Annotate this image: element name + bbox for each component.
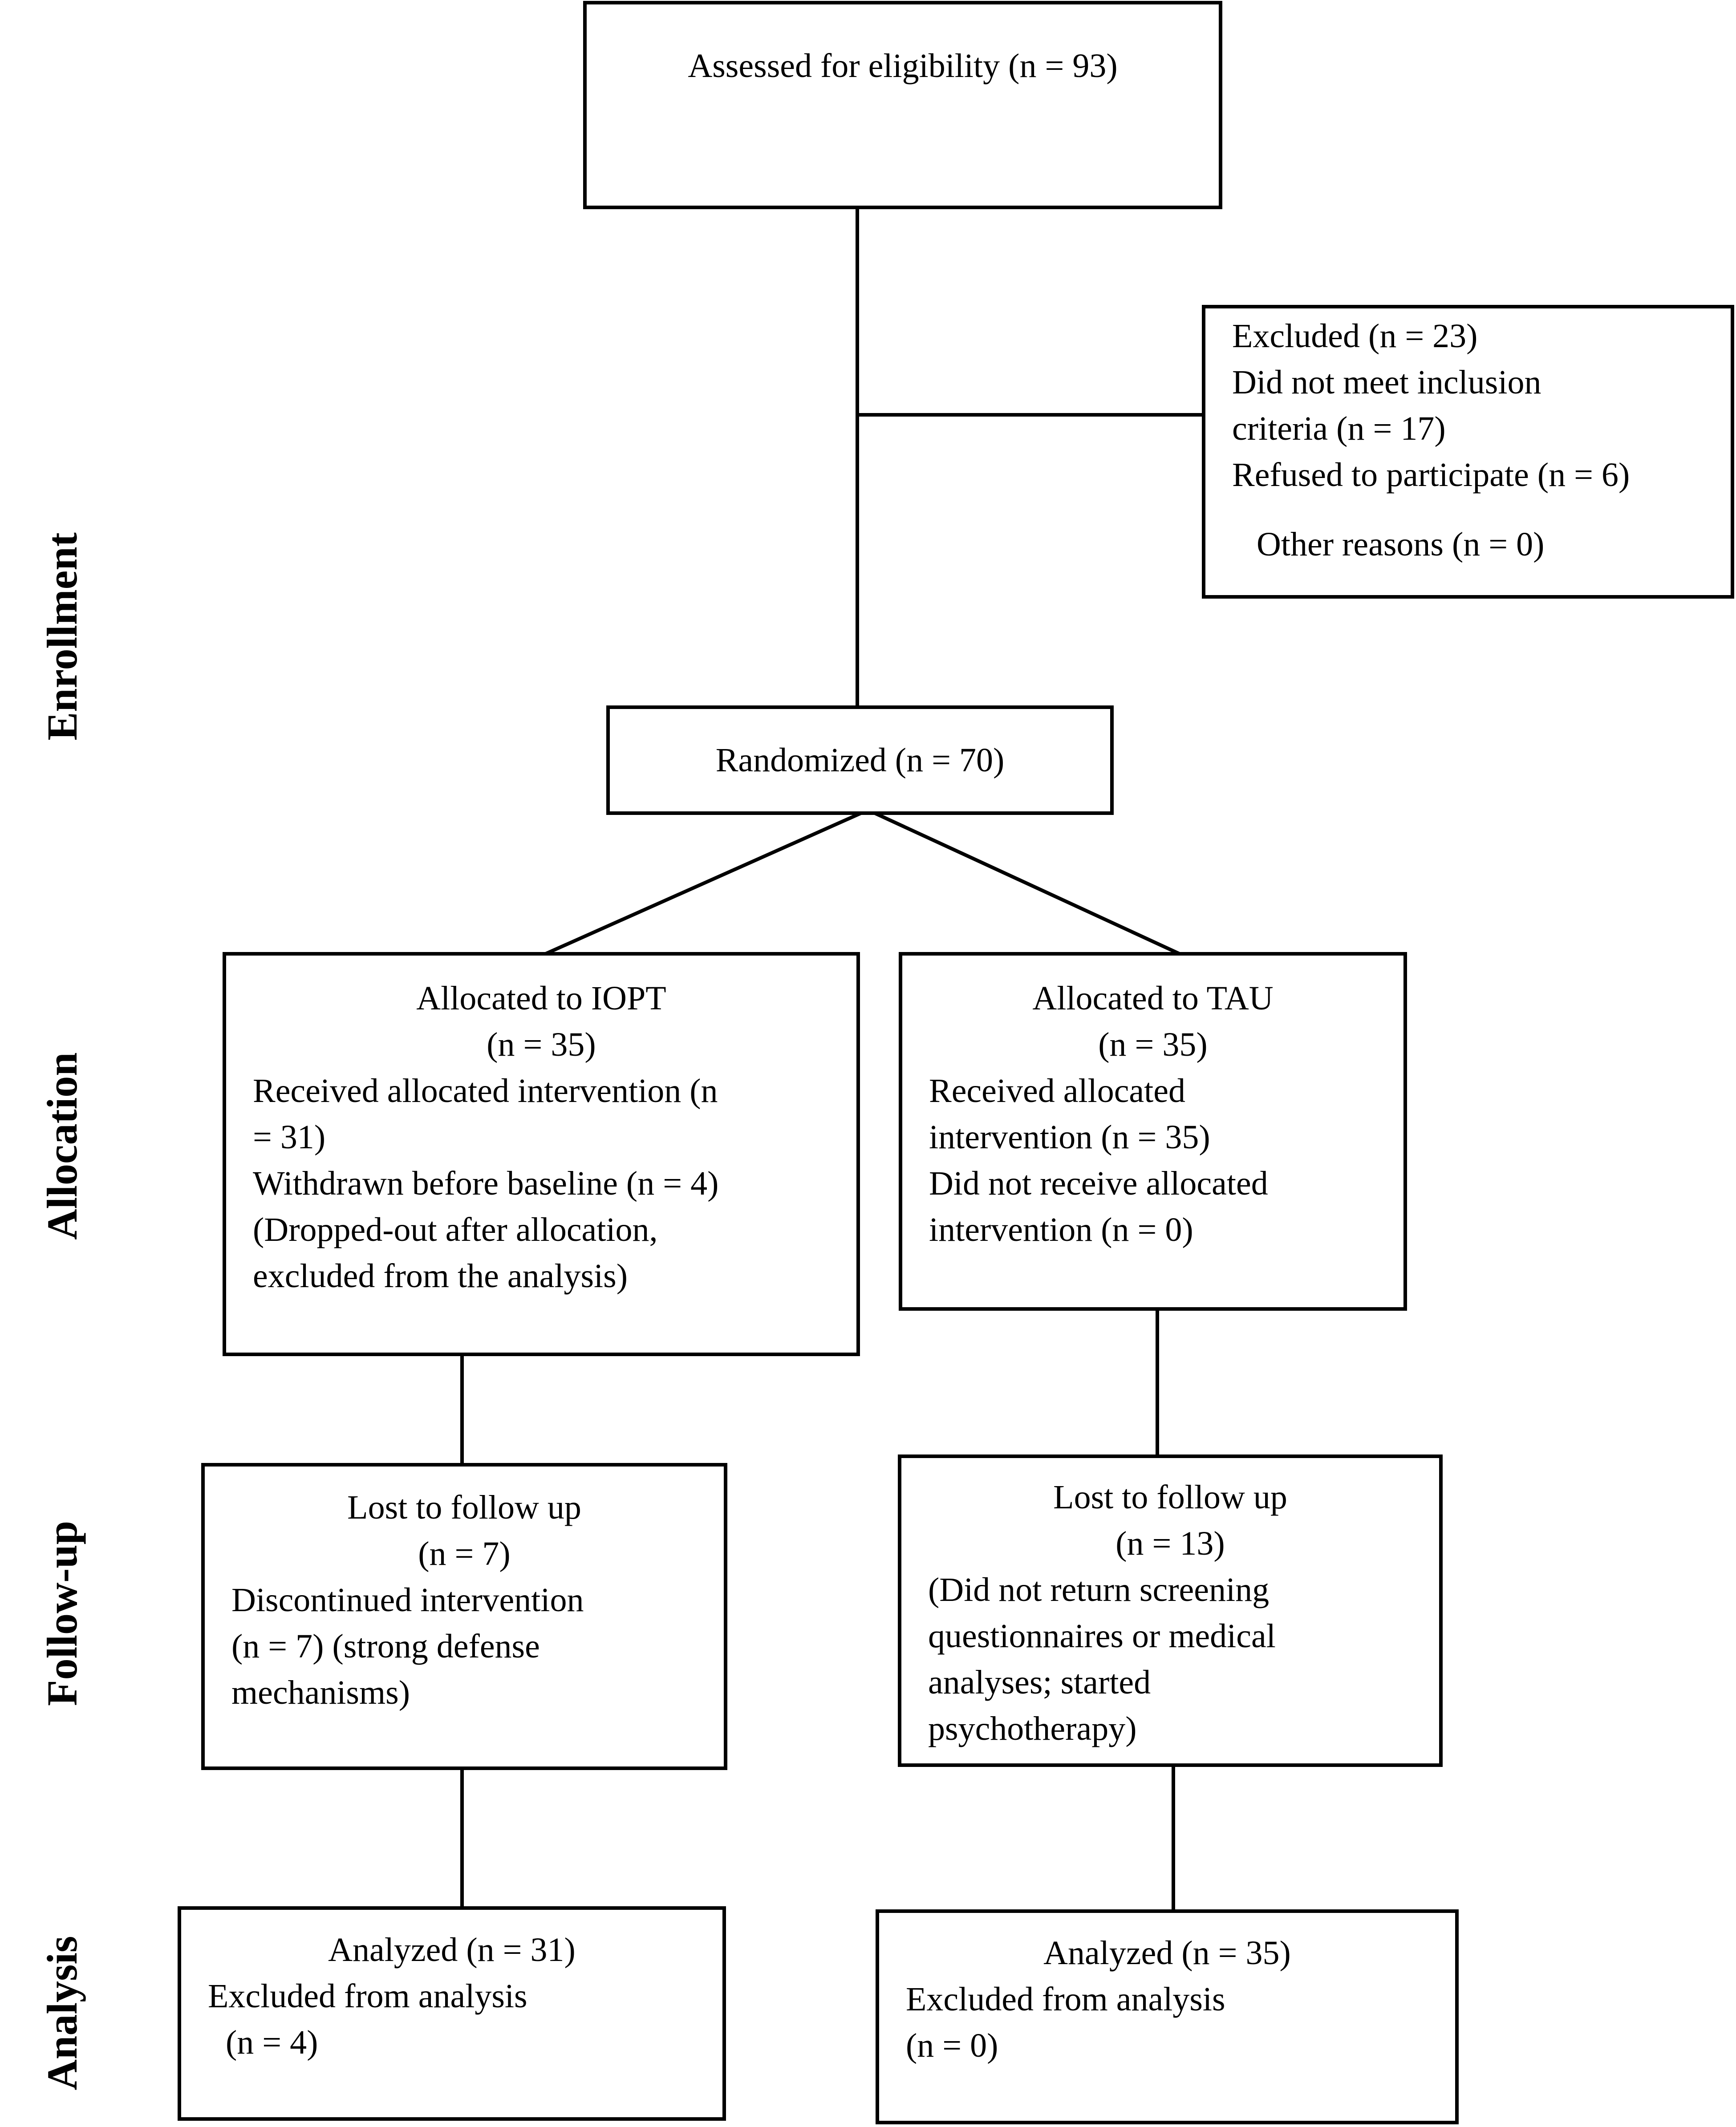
text-line: Excluded from analysis — [906, 1981, 1225, 2018]
text-line: Refused to participate (n = 6) — [1232, 456, 1630, 494]
text-line: (n = 0) — [906, 2027, 998, 2064]
box-analyzed-iopt — [178, 1906, 726, 2121]
text-line: Discontinued intervention — [231, 1581, 584, 1619]
box-lost-followup-tau — [898, 1454, 1443, 1767]
text-line: excluded from the analysis) — [253, 1257, 628, 1295]
text-line: intervention (n = 35) — [929, 1118, 1210, 1156]
stage-label-enrollment: Enrollment — [38, 532, 86, 741]
box-allocated-iopt — [223, 952, 860, 1356]
text-line: mechanisms) — [231, 1674, 410, 1711]
text-line: Lost to follow up — [1053, 1479, 1287, 1516]
text-line: (Did not return screening — [928, 1571, 1270, 1608]
text-line: (n = 35) — [1098, 1026, 1208, 1063]
text-line: Received allocated — [929, 1072, 1186, 1110]
text-line: Analyzed (n = 35) — [1043, 1934, 1291, 1972]
box-lost-followup-iopt — [201, 1463, 727, 1770]
connector-randomized-to-iopt — [539, 810, 868, 957]
text-line: intervention (n = 0) — [929, 1211, 1193, 1248]
text-line: (n = 35) — [487, 1026, 596, 1063]
stage-label-follow-up: Follow-up — [38, 1520, 86, 1706]
text-line: Allocated to TAU — [1032, 980, 1274, 1017]
text-line: Randomized (n = 70) — [715, 741, 1005, 779]
text-line: Withdrawn before baseline (n = 4) — [253, 1165, 719, 1202]
text-line: Assessed for eligibility (n = 93) — [688, 47, 1118, 85]
text-line: (n = 7) (strong defense — [231, 1628, 540, 1665]
text-line: (n = 7) — [418, 1535, 511, 1572]
text-line: Other reasons (n = 0) — [1257, 526, 1545, 563]
text-line: criteria (n = 17) — [1232, 410, 1446, 447]
text-line: (n = 13) — [1115, 1525, 1225, 1562]
text-line: Lost to follow up — [347, 1489, 581, 1526]
text-line: Excluded (n = 23) — [1232, 317, 1478, 355]
text-line: questionnaires or medical — [928, 1617, 1276, 1655]
text-line: psychotherapy) — [928, 1710, 1137, 1747]
text-line: analyses; started — [928, 1664, 1151, 1701]
text-line: Analyzed (n = 31) — [328, 1931, 576, 1969]
box-randomized — [606, 705, 1114, 815]
box-analyzed-tau — [876, 1909, 1459, 2124]
stage-label-allocation: Allocation — [38, 1052, 86, 1240]
box-allocated-tau — [899, 952, 1407, 1311]
text-line: Did not meet inclusion — [1232, 364, 1541, 401]
text-line: = 31) — [253, 1118, 326, 1156]
text-line: Did not receive allocated — [929, 1165, 1268, 1202]
text-line: Received allocated intervention (n — [253, 1072, 718, 1110]
text-line: Excluded from analysis — [208, 1977, 527, 2015]
box-assessed-eligibility — [583, 1, 1222, 209]
text-line: Allocated to IOPT — [416, 980, 666, 1017]
text-line: (n = 4) — [226, 2024, 318, 2061]
stage-label-analysis: Analysis — [38, 1936, 86, 2091]
box-excluded — [1202, 305, 1734, 599]
text-line: (Dropped-out after allocation, — [253, 1211, 658, 1248]
connector-randomized-to-tau — [868, 810, 1186, 957]
